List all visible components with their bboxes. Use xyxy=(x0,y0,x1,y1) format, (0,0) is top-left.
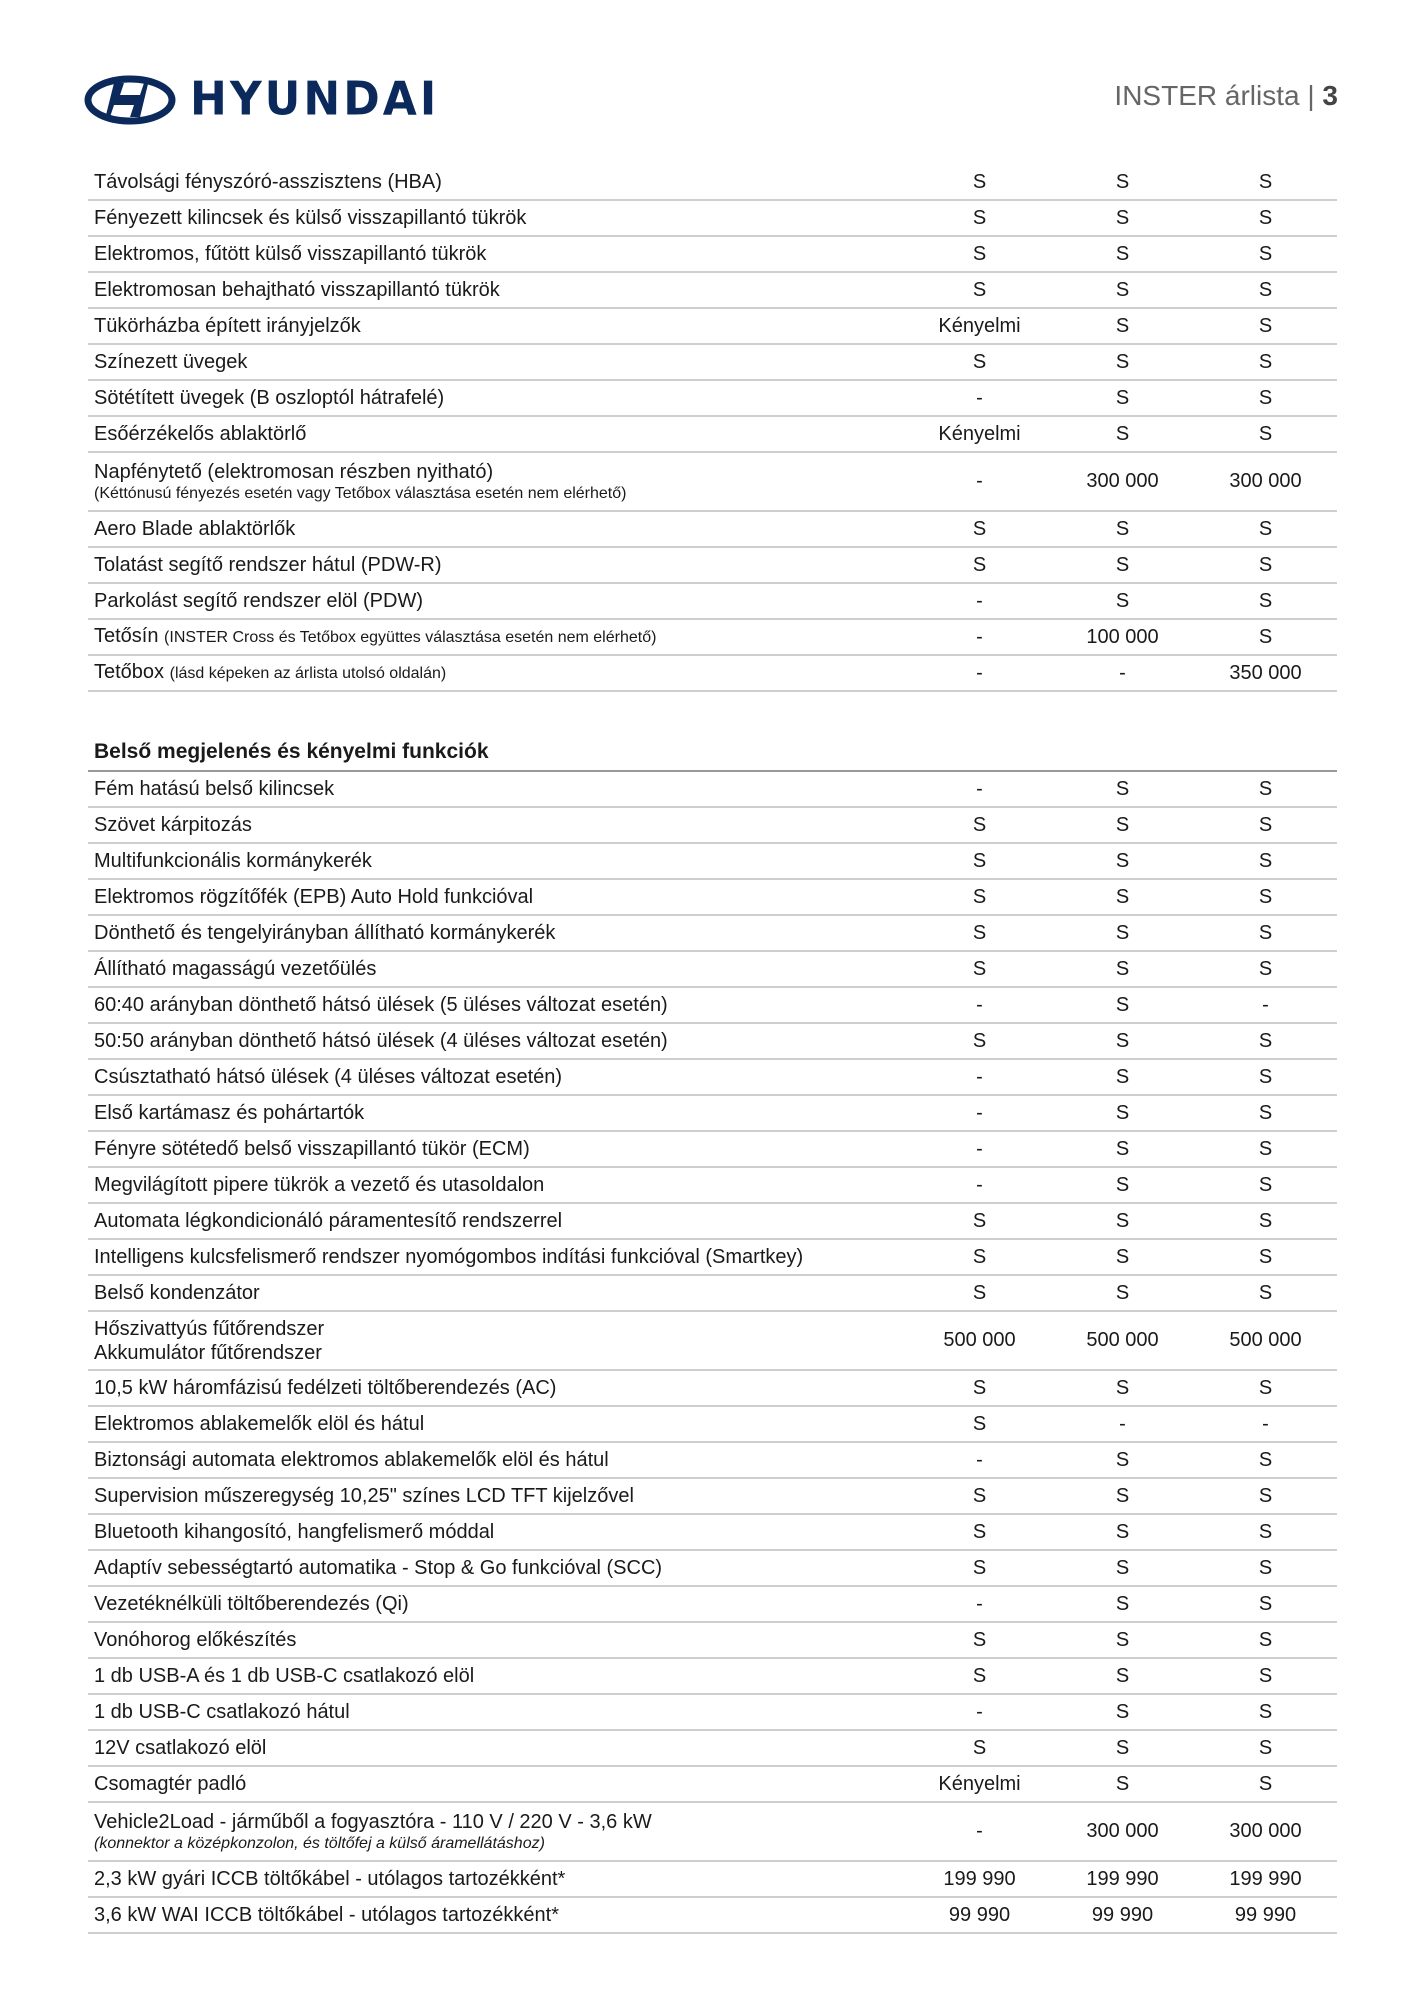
feature-name: Supervision műszeregység 10,25" színes LCD TFT kijelzővel xyxy=(94,1485,634,1507)
table-row xyxy=(88,548,1337,584)
trim-value-2: 100 000 xyxy=(1086,625,1159,648)
feature-name: Tükörházba épített irányjelzők xyxy=(94,315,361,337)
feature-name: Hőszivattyús fűtőrendszer xyxy=(94,1317,325,1340)
trim-value-1: Kényelmi xyxy=(938,422,1021,445)
table-row xyxy=(88,1515,1337,1551)
trim-value-2: S xyxy=(1115,1281,1130,1304)
trim-value-1: S xyxy=(972,350,987,373)
feature-name: Fényezett kilincsek és külső visszapillantó tükrök xyxy=(94,207,527,229)
trim-value-3: S xyxy=(1258,589,1273,612)
feature-label xyxy=(88,1556,908,1580)
trim-value-1: - xyxy=(976,661,983,684)
feature-label xyxy=(88,314,908,338)
trim-value-3: S xyxy=(1258,170,1273,193)
trim-value-2: S xyxy=(1115,517,1130,540)
trim-value-1: S xyxy=(972,1029,987,1052)
feature-label xyxy=(88,1065,908,1089)
table-row xyxy=(88,1204,1337,1240)
trim-value-1: S xyxy=(972,1736,987,1759)
trim-value-3: 300 000 xyxy=(1229,470,1302,492)
trim-value-1: S xyxy=(972,1664,987,1687)
trim-value-1: S xyxy=(972,170,987,193)
doc-title-text: INSTER árlista xyxy=(1114,80,1300,111)
trim-value-2: S xyxy=(1115,1065,1130,1088)
feature-name: Aero Blade ablaktörlők xyxy=(94,518,296,540)
trim-value-1: 500 000 xyxy=(943,1329,1016,1351)
feature-label xyxy=(88,1376,908,1400)
feature-name-2: Akkumulátor fűtőrendszer xyxy=(94,1341,322,1364)
feature-name: Automata légkondicionáló páramentesítő rendszerrel xyxy=(94,1210,563,1232)
feature-label xyxy=(88,1448,908,1472)
trim-value-2: 199 990 xyxy=(1086,1867,1159,1890)
feature-label xyxy=(88,1101,908,1125)
feature-label xyxy=(88,170,908,194)
feature-note: (INSTER Cross és Tetőbox együttes választása esetén nem elérhető) xyxy=(164,629,657,646)
trim-value-3: S xyxy=(1258,314,1273,337)
trim-value-3: 350 000 xyxy=(1229,661,1302,684)
feature-name: Multifunkcionális kormánykerék xyxy=(94,850,372,872)
trim-value-2: 99 990 xyxy=(1091,1903,1154,1926)
feature-label xyxy=(88,422,908,446)
feature-label xyxy=(88,1903,908,1927)
feature-label xyxy=(88,1412,908,1436)
trim-value-2: S xyxy=(1115,1520,1130,1543)
trim-value-2: S xyxy=(1115,1628,1130,1651)
trim-value-1: S xyxy=(972,1520,987,1543)
trim-value-3: S xyxy=(1258,517,1273,540)
trim-value-3: - xyxy=(1262,1412,1269,1435)
trim-value-2: S xyxy=(1115,314,1130,337)
feature-name: Elektromos, fűtött külső visszapillantó tükrök xyxy=(94,243,487,265)
feature-label xyxy=(88,1772,908,1796)
feature-name: Távolsági fényszóró-asszisztens (HBA) xyxy=(94,171,442,193)
trim-value-2: S xyxy=(1115,1700,1130,1723)
feature-label xyxy=(88,921,908,945)
table-row xyxy=(88,952,1337,988)
trim-value-2: S xyxy=(1115,350,1130,373)
trim-value-2: - xyxy=(1119,661,1126,684)
feature-label xyxy=(88,350,908,374)
feature-name: Esőérzékelős ablaktörlő xyxy=(94,423,307,445)
trim-value-1: - xyxy=(976,589,983,612)
trim-value-2: S xyxy=(1115,422,1130,445)
feature-label xyxy=(88,1867,908,1891)
table-row xyxy=(88,1060,1337,1096)
feature-name: 1 db USB-C csatlakozó hátul xyxy=(94,1701,350,1723)
trim-value-3: S xyxy=(1258,1448,1273,1471)
table-row xyxy=(88,1096,1337,1132)
feature-label xyxy=(88,1484,908,1508)
trim-value-2: S xyxy=(1115,1376,1130,1399)
hyundai-emblem-icon xyxy=(84,75,176,125)
table-row xyxy=(88,309,1337,345)
table-row xyxy=(88,1312,1337,1371)
table-row xyxy=(88,1371,1337,1407)
trim-value-2: S xyxy=(1115,993,1130,1016)
table-row xyxy=(88,1898,1337,1934)
trim-value-3: 99 990 xyxy=(1234,1903,1297,1926)
trim-value-3: S xyxy=(1258,1772,1273,1795)
trim-value-2: S xyxy=(1115,1137,1130,1160)
trim-value-1: - xyxy=(976,1173,983,1196)
feature-name: Tetőbox xyxy=(94,661,165,683)
trim-value-1: S xyxy=(972,1628,987,1651)
feature-label xyxy=(88,957,908,981)
trim-value-3: S xyxy=(1258,1173,1273,1196)
feature-name: 10,5 kW háromfázisú fedélzeti töltőberendezés (AC) xyxy=(94,1377,557,1399)
feature-label xyxy=(88,777,908,801)
table-row xyxy=(88,808,1337,844)
trim-value-2: S xyxy=(1115,278,1130,301)
feature-name: Adaptív sebességtartó automatika - Stop & Go funkcióval (SCC) xyxy=(94,1557,663,1579)
feature-label xyxy=(88,206,908,230)
trim-value-1: - xyxy=(976,777,983,800)
table-row xyxy=(88,165,1337,201)
feature-label xyxy=(88,660,908,686)
trim-value-2: 300 000 xyxy=(1086,1820,1159,1842)
feature-name: Intelligens kulcsfelismerő rendszer nyomógombos indítási funkcióval (Smartkey) xyxy=(94,1246,804,1268)
trim-value-3: S xyxy=(1258,625,1273,648)
feature-label xyxy=(88,589,908,613)
trim-value-3: - xyxy=(1262,993,1269,1016)
trim-value-1: - xyxy=(976,386,983,409)
trim-value-2: 300 000 xyxy=(1086,470,1159,492)
table-row xyxy=(88,1276,1337,1312)
feature-name: Állítható magasságú vezetőülés xyxy=(94,958,377,980)
table-row xyxy=(88,345,1337,381)
table-row xyxy=(88,656,1337,692)
feature-label xyxy=(88,1520,908,1544)
trim-value-1: S xyxy=(972,1209,987,1232)
feature-label xyxy=(88,885,908,909)
trim-value-3: S xyxy=(1258,813,1273,836)
feature-name: Elektromos rögzítőfék (EPB) Auto Hold funkcióval xyxy=(94,886,534,908)
trim-value-1: - xyxy=(976,625,983,648)
trim-value-3: S xyxy=(1258,1029,1273,1052)
trim-value-3: S xyxy=(1258,921,1273,944)
feature-name: Vonóhorog előkészítés xyxy=(94,1629,297,1651)
feature-label xyxy=(88,1317,908,1365)
trim-value-3: S xyxy=(1258,1556,1273,1579)
trim-value-2: S xyxy=(1115,206,1130,229)
feature-name: Tolatást segítő rendszer hátul (PDW-R) xyxy=(94,554,442,576)
trim-value-3: S xyxy=(1258,777,1273,800)
table-row xyxy=(88,1695,1337,1731)
trim-value-1: Kényelmi xyxy=(938,314,1021,337)
table-row xyxy=(88,1024,1337,1060)
feature-name: Sötétített üvegek (B oszloptól hátrafelé) xyxy=(94,387,445,409)
trim-value-2: S xyxy=(1115,921,1130,944)
table-row xyxy=(88,237,1337,273)
trim-value-1: - xyxy=(976,993,983,1016)
table-row xyxy=(88,916,1337,952)
feature-name: Csomagtér padló xyxy=(94,1773,247,1795)
trim-value-1: - xyxy=(976,1101,983,1124)
trim-value-1: S xyxy=(972,1412,987,1435)
trim-value-1: S xyxy=(972,553,987,576)
feature-label xyxy=(88,1664,908,1688)
trim-value-3: S xyxy=(1258,422,1273,445)
trim-value-1: Kényelmi xyxy=(938,1772,1021,1795)
trim-value-1: S xyxy=(972,885,987,908)
trim-value-1: S xyxy=(972,1376,987,1399)
table-row xyxy=(88,1659,1337,1695)
feature-name: Megvilágított pipere tükrök a vezető és utasoldalon xyxy=(94,1174,545,1196)
trim-value-3: S xyxy=(1258,1628,1273,1651)
trim-value-2: 500 000 xyxy=(1086,1329,1159,1351)
price-table xyxy=(88,165,1337,1934)
feature-name: 2,3 kW gyári ICCB töltőkábel - utólagos tartozékként* xyxy=(94,1868,566,1890)
trim-value-3: S xyxy=(1258,1700,1273,1723)
trim-value-3: S xyxy=(1258,1281,1273,1304)
trim-value-1: 99 990 xyxy=(948,1903,1011,1926)
trim-value-1: - xyxy=(976,1592,983,1615)
feature-name: Fényre sötétedő belső visszapillantó tükör (ECM) xyxy=(94,1138,530,1160)
feature-label xyxy=(88,1810,908,1854)
feature-name: Szövet kárpitozás xyxy=(94,814,252,836)
feature-label xyxy=(88,242,908,266)
feature-subnote: (Kéttónusú fényezés esetén vagy Tetőbox választása esetén nem elérhető) xyxy=(94,484,627,502)
feature-label xyxy=(88,1173,908,1197)
trim-value-3: S xyxy=(1258,957,1273,980)
table-row xyxy=(88,1443,1337,1479)
feature-label xyxy=(88,813,908,837)
trim-value-1: S xyxy=(972,1281,987,1304)
table-row xyxy=(88,772,1337,808)
table-row xyxy=(88,1862,1337,1898)
table-row xyxy=(88,1623,1337,1659)
table-row xyxy=(88,417,1337,453)
trim-value-3: S xyxy=(1258,1065,1273,1088)
trim-value-2: S xyxy=(1115,1209,1130,1232)
table-row xyxy=(88,381,1337,417)
trim-value-3: S xyxy=(1258,849,1273,872)
feature-name: 1 db USB-A és 1 db USB-C csatlakozó elöl xyxy=(94,1665,475,1687)
feature-name: Biztonsági automata elektromos ablakemelők elöl és hátul xyxy=(94,1449,609,1471)
trim-value-3: S xyxy=(1258,1209,1273,1232)
table-row xyxy=(88,1767,1337,1803)
trim-value-1: S xyxy=(972,278,987,301)
trim-value-2: S xyxy=(1115,386,1130,409)
trim-value-1: S xyxy=(972,849,987,872)
feature-label xyxy=(88,624,908,650)
table-row xyxy=(88,988,1337,1024)
trim-value-2: S xyxy=(1115,1592,1130,1615)
table-row xyxy=(88,1240,1337,1276)
feature-label xyxy=(88,386,908,410)
trim-value-2: S xyxy=(1115,957,1130,980)
table-row xyxy=(88,1731,1337,1767)
table-row xyxy=(88,1803,1337,1862)
trim-value-2: S xyxy=(1115,1556,1130,1579)
feature-label xyxy=(88,1736,908,1760)
trim-value-3: S xyxy=(1258,885,1273,908)
feature-name: 60:40 arányban dönthető hátsó ülések (5 üléses változat esetén) xyxy=(94,994,668,1016)
feature-name: Parkolást segítő rendszer elöl (PDW) xyxy=(94,590,424,612)
trim-value-3: 500 000 xyxy=(1229,1329,1302,1351)
feature-name: Vehicle2Load - járműből a fogyasztóra - 110 V / 220 V - 3,6 kW xyxy=(94,1810,652,1833)
trim-value-2: S xyxy=(1115,1736,1130,1759)
trim-value-1: - xyxy=(976,1820,983,1842)
trim-value-1: S xyxy=(972,1245,987,1268)
table-row xyxy=(88,512,1337,548)
trim-value-2: S xyxy=(1115,1029,1130,1052)
document-title: INSTER árlista | 3 xyxy=(1114,80,1338,111)
table-row xyxy=(88,584,1337,620)
feature-label xyxy=(88,1281,908,1305)
feature-name: 3,6 kW WAI ICCB töltőkábel - utólagos tartozékként* xyxy=(94,1904,560,1926)
trim-value-3: 199 990 xyxy=(1229,1867,1302,1890)
trim-value-1: 199 990 xyxy=(943,1867,1016,1890)
trim-value-2: S xyxy=(1115,777,1130,800)
trim-value-2: - xyxy=(1119,1412,1126,1435)
table-row xyxy=(88,453,1337,512)
trim-value-2: S xyxy=(1115,885,1130,908)
trim-value-2: S xyxy=(1115,849,1130,872)
trim-value-1: S xyxy=(972,517,987,540)
section-spacer xyxy=(88,692,1337,732)
trim-value-2: S xyxy=(1115,242,1130,265)
feature-label xyxy=(88,517,908,541)
trim-value-1: S xyxy=(972,242,987,265)
trim-value-3: S xyxy=(1258,1101,1273,1124)
feature-label xyxy=(88,553,908,577)
trim-value-2: S xyxy=(1115,1448,1130,1471)
feature-label xyxy=(88,1029,908,1053)
table-row xyxy=(88,844,1337,880)
table-row xyxy=(88,273,1337,309)
feature-note: (lásd képeken az árlista utolsó oldalán) xyxy=(169,665,447,682)
trim-value-3: S xyxy=(1258,1736,1273,1759)
brand-wordmark: HYUNDAI xyxy=(190,72,440,127)
page-number: 3 xyxy=(1322,80,1338,111)
feature-label xyxy=(88,993,908,1017)
feature-name: Csúsztatható hátsó ülések (4 üléses változat esetén) xyxy=(94,1066,563,1088)
feature-name: Belső kondenzátor xyxy=(94,1282,260,1304)
trim-value-3: S xyxy=(1258,1520,1273,1543)
table-row xyxy=(88,1407,1337,1443)
trim-value-1: S xyxy=(972,1484,987,1507)
trim-value-3: S xyxy=(1258,1592,1273,1615)
trim-value-2: S xyxy=(1115,1173,1130,1196)
feature-name: Tetősín xyxy=(94,625,159,647)
feature-name: Színezett üvegek xyxy=(94,351,248,373)
table-row xyxy=(88,1168,1337,1204)
feature-name: 12V csatlakozó elöl xyxy=(94,1737,267,1759)
feature-label xyxy=(88,460,908,504)
trim-value-1: - xyxy=(976,1700,983,1723)
table-row xyxy=(88,201,1337,237)
feature-name: Első kartámasz és pohártartók xyxy=(94,1102,365,1124)
trim-value-1: - xyxy=(976,1448,983,1471)
trim-value-1: - xyxy=(976,1137,983,1160)
feature-label xyxy=(88,278,908,302)
table-row xyxy=(88,1587,1337,1623)
feature-name: Elektromos ablakemelők elöl és hátul xyxy=(94,1413,425,1435)
trim-value-2: S xyxy=(1115,1245,1130,1268)
trim-value-1: S xyxy=(972,957,987,980)
feature-name: Bluetooth kihangosító, hangfelismerő móddal xyxy=(94,1521,495,1543)
trim-value-3: S xyxy=(1258,242,1273,265)
trim-value-2: S xyxy=(1115,1772,1130,1795)
trim-value-3: 300 000 xyxy=(1229,1820,1302,1842)
feature-name: Fém hatású belső kilincsek xyxy=(94,778,335,800)
trim-value-1: S xyxy=(972,921,987,944)
feature-subnote: (konnektor a középkonzolon, és töltőfej a külső áramellátáshoz) xyxy=(94,1834,545,1852)
feature-label xyxy=(88,1700,908,1724)
table-row xyxy=(88,1132,1337,1168)
trim-value-1: - xyxy=(976,1065,983,1088)
hyundai-logo xyxy=(84,74,439,125)
trim-value-2: S xyxy=(1115,813,1130,836)
feature-label xyxy=(88,1628,908,1652)
feature-label xyxy=(88,1209,908,1233)
trim-value-2: S xyxy=(1115,1664,1130,1687)
feature-name: Vezetéknélküli töltőberendezés (Qi) xyxy=(94,1593,409,1615)
trim-value-3: S xyxy=(1258,1245,1273,1268)
feature-name: Napfénytető (elektromosan részben nyitható) xyxy=(94,460,494,483)
trim-value-3: S xyxy=(1258,1137,1273,1160)
feature-label xyxy=(88,1137,908,1161)
feature-name: Dönthető és tengelyirányban állítható kormánykerék xyxy=(94,922,556,944)
feature-name: Elektromosan behajtható visszapillantó tükrök xyxy=(94,279,500,301)
trim-value-1: S xyxy=(972,1556,987,1579)
trim-value-3: S xyxy=(1258,386,1273,409)
trim-value-2: S xyxy=(1115,170,1130,193)
trim-value-3: S xyxy=(1258,1484,1273,1507)
trim-value-3: S xyxy=(1258,350,1273,373)
feature-label xyxy=(88,849,908,873)
trim-value-3: S xyxy=(1258,206,1273,229)
trim-value-1: S xyxy=(972,206,987,229)
trim-value-2: S xyxy=(1115,1484,1130,1507)
trim-value-2: S xyxy=(1115,589,1130,612)
trim-value-2: S xyxy=(1115,553,1130,576)
table-row xyxy=(88,880,1337,916)
table-row xyxy=(88,1551,1337,1587)
trim-value-2: S xyxy=(1115,1101,1130,1124)
feature-name: 50:50 arányban dönthető hátsó ülések (4 üléses változat esetén) xyxy=(94,1030,668,1052)
section-heading: Belső megjelenés és kényelmi funkciók xyxy=(88,732,1337,772)
trim-value-1: - xyxy=(976,470,983,492)
feature-label xyxy=(88,1245,908,1269)
trim-value-3: S xyxy=(1258,553,1273,576)
trim-value-3: S xyxy=(1258,1664,1273,1687)
table-row xyxy=(88,1479,1337,1515)
table-row xyxy=(88,620,1337,656)
trim-value-3: S xyxy=(1258,1376,1273,1399)
trim-value-3: S xyxy=(1258,278,1273,301)
feature-label xyxy=(88,1592,908,1616)
trim-value-1: S xyxy=(972,813,987,836)
